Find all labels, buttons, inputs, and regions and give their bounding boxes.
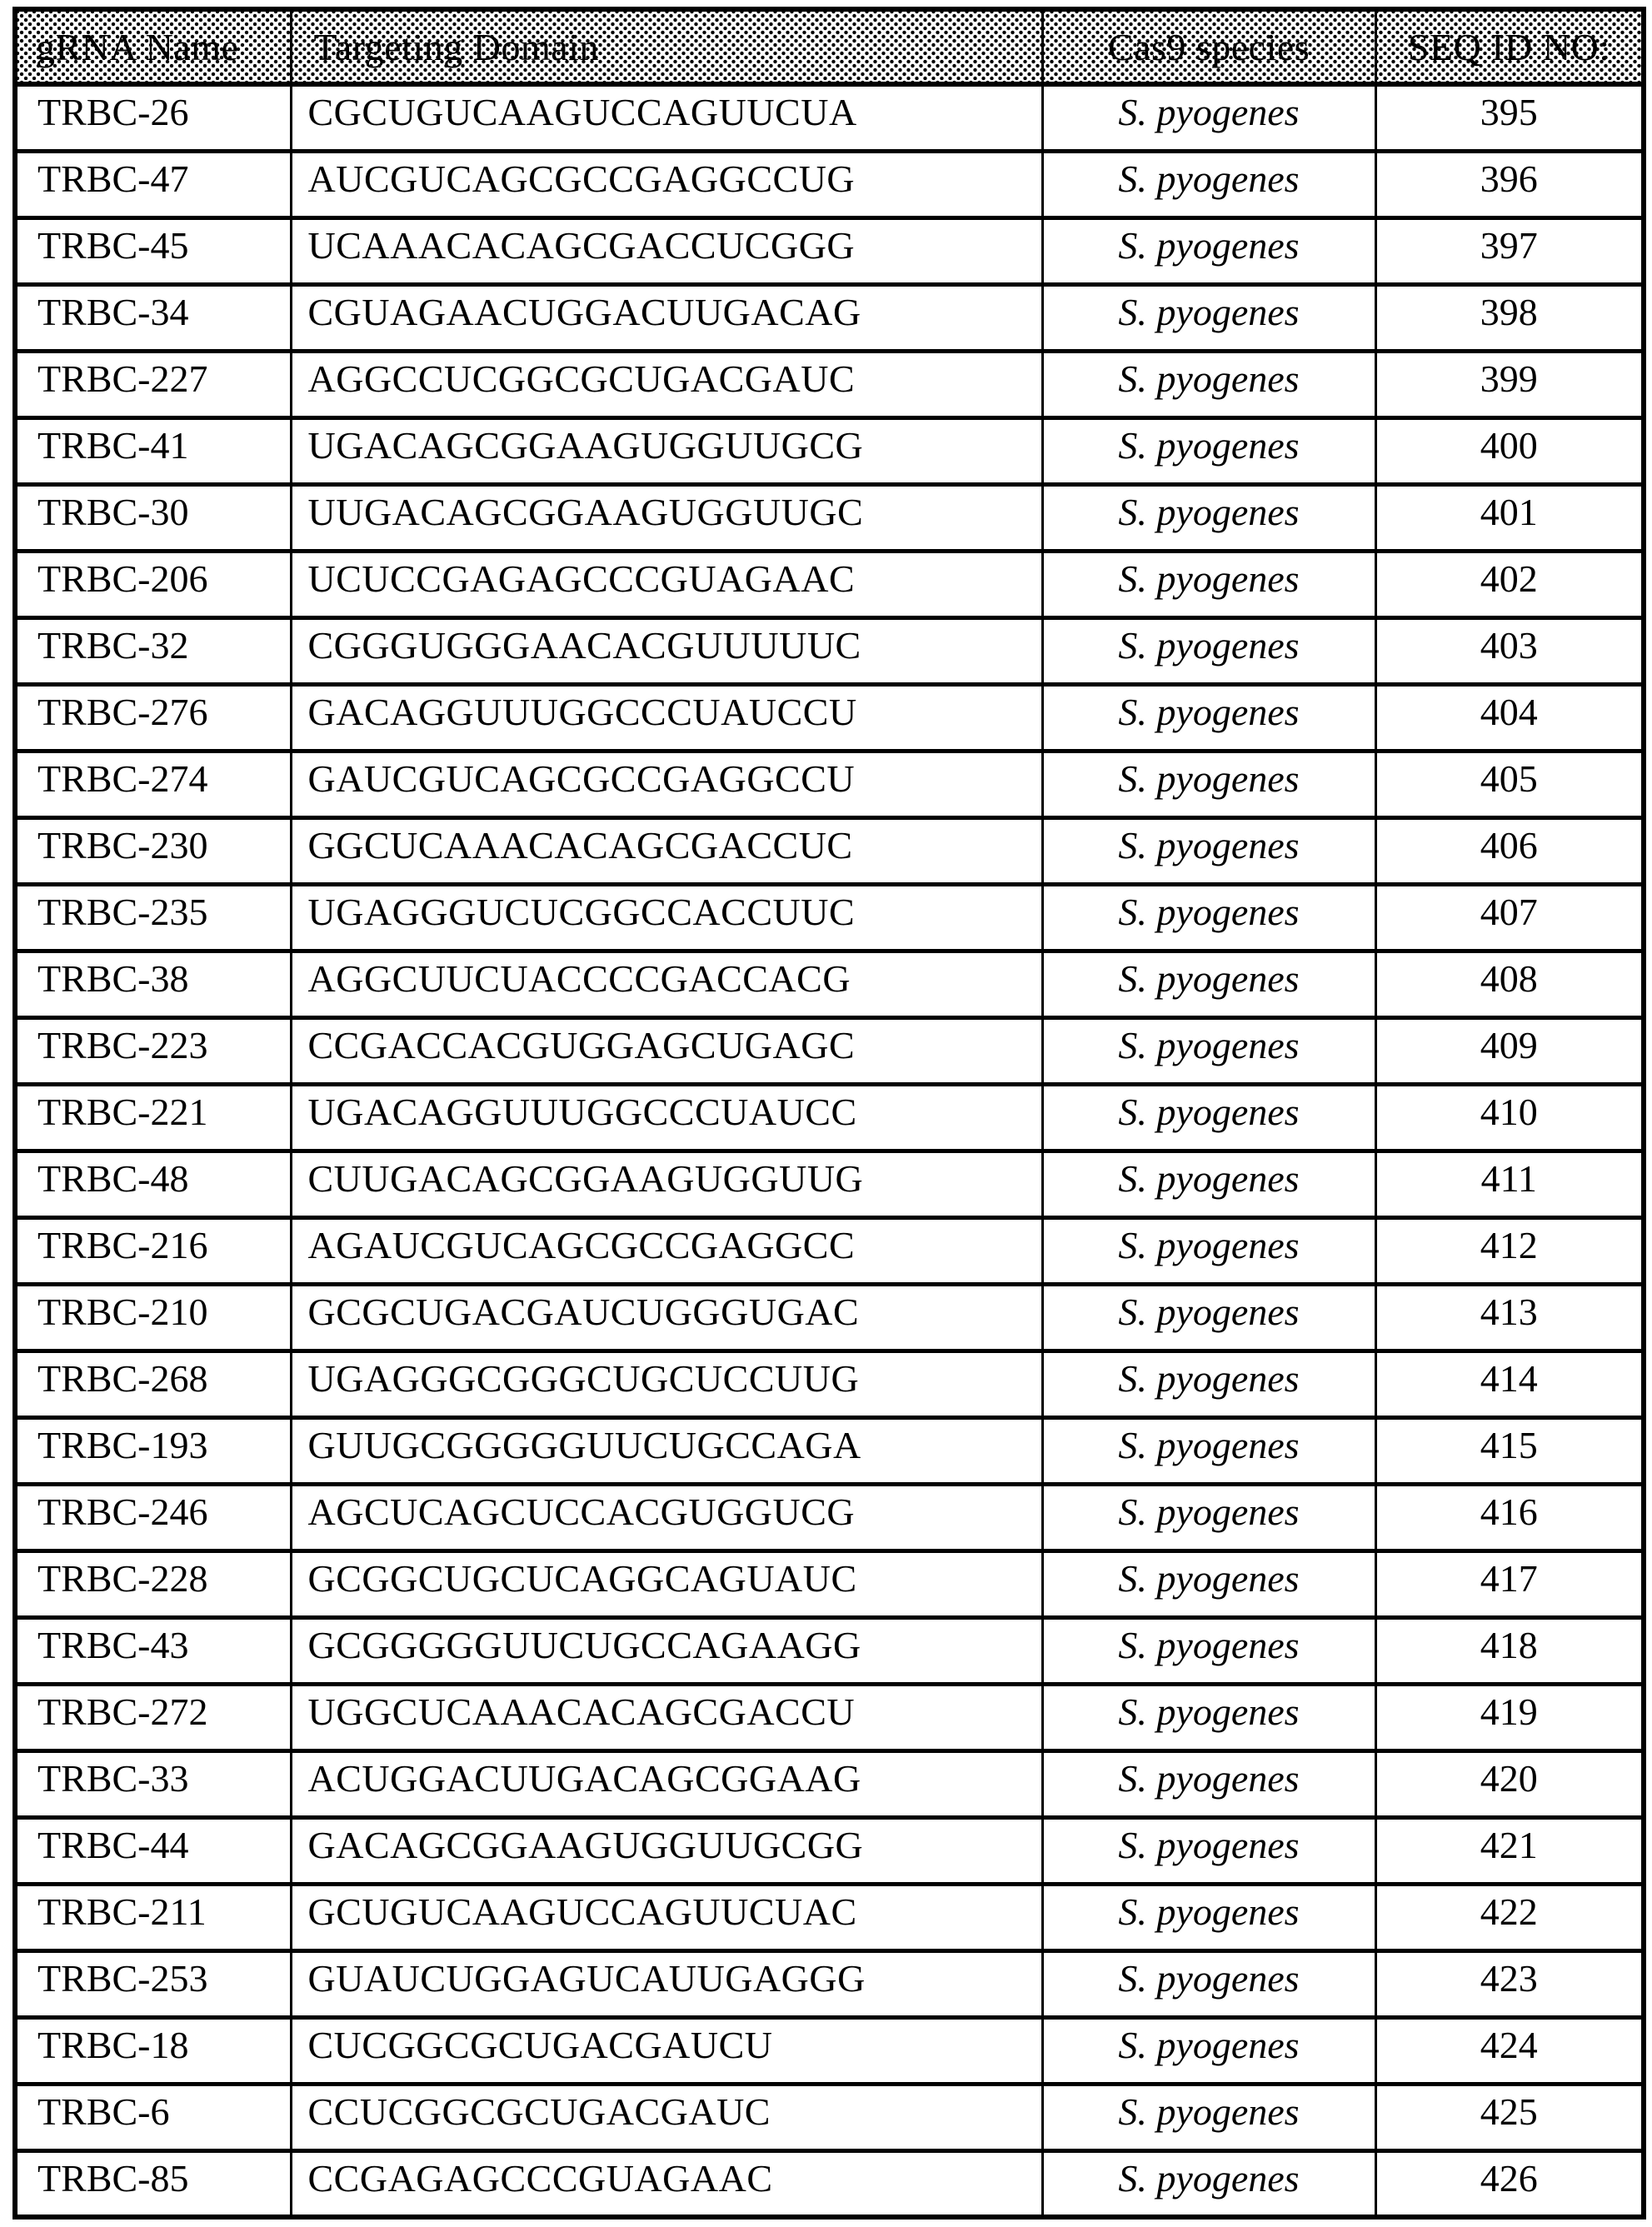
targeting-domain-cell: AGAUCGUCAGCGCCGAGGCC bbox=[291, 1217, 1042, 1284]
cas9-species-cell: S. pyogenes bbox=[1042, 1750, 1375, 1817]
seq-id-cell: 400 bbox=[1375, 417, 1644, 484]
targeting-domain-cell: GACAGCGGAAGUGGUUGCGG bbox=[291, 1817, 1042, 1884]
seq-id-cell: 396 bbox=[1375, 151, 1644, 217]
table-row bbox=[15, 2084, 1644, 2150]
grna-name-cell: TRBC-268 bbox=[15, 1351, 291, 1417]
grna-name-cell: TRBC-211 bbox=[15, 1884, 291, 1950]
targeting-domain-cell: GCGGGGGUUCUGCCAGAAGG bbox=[291, 1617, 1042, 1684]
table-row bbox=[15, 217, 1644, 284]
seq-id-cell: 420 bbox=[1375, 1750, 1644, 1817]
seq-id-cell: 415 bbox=[1375, 1417, 1644, 1484]
table-row bbox=[15, 1284, 1644, 1351]
seq-id-cell: 407 bbox=[1375, 884, 1644, 951]
grna-name-cell: TRBC-85 bbox=[15, 2150, 291, 2217]
cas9-species-cell: S. pyogenes bbox=[1042, 2017, 1375, 2084]
targeting-domain-cell: CCGAGAGCCCGUAGAAC bbox=[291, 2150, 1042, 2217]
targeting-domain-cell: AUCGUCAGCGCCGAGGCCUG bbox=[291, 151, 1042, 217]
cas9-species-cell: S. pyogenes bbox=[1042, 151, 1375, 217]
targeting-domain-cell: CUUGACAGCGGAAGUGGUUG bbox=[291, 1151, 1042, 1217]
grna-name-cell: TRBC-33 bbox=[15, 1750, 291, 1817]
cas9-species-cell: S. pyogenes bbox=[1042, 551, 1375, 617]
seq-id-cell: 402 bbox=[1375, 551, 1644, 617]
header-seq-id-no: SEQ ID NO: bbox=[1375, 9, 1644, 84]
grna-name-cell: TRBC-34 bbox=[15, 284, 291, 351]
cas9-species-cell: S. pyogenes bbox=[1042, 217, 1375, 284]
cas9-species-cell: S. pyogenes bbox=[1042, 884, 1375, 951]
seq-id-cell: 408 bbox=[1375, 951, 1644, 1017]
table-row bbox=[15, 2150, 1644, 2217]
seq-id-cell: 411 bbox=[1375, 1151, 1644, 1217]
grna-name-cell: TRBC-274 bbox=[15, 751, 291, 817]
grna-name-cell: TRBC-30 bbox=[15, 484, 291, 551]
targeting-domain-cell: GCUGUCAAGUCCAGUUCUAC bbox=[291, 1884, 1042, 1950]
targeting-domain-cell: CCUCGGCGCUGACGAUC bbox=[291, 2084, 1042, 2150]
seq-id-cell: 405 bbox=[1375, 751, 1644, 817]
cas9-species-cell: S. pyogenes bbox=[1042, 1950, 1375, 2017]
grna-name-cell: TRBC-221 bbox=[15, 1084, 291, 1151]
table-row bbox=[15, 484, 1644, 551]
targeting-domain-cell: AGGCCUCGGCGCUGACGAUC bbox=[291, 351, 1042, 417]
seq-id-cell: 414 bbox=[1375, 1351, 1644, 1417]
seq-id-cell: 416 bbox=[1375, 1484, 1644, 1550]
grna-name-cell: TRBC-216 bbox=[15, 1217, 291, 1284]
cas9-species-cell: S. pyogenes bbox=[1042, 1684, 1375, 1750]
targeting-domain-cell: GCGGCUGCUCAGGCAGUAUC bbox=[291, 1550, 1042, 1617]
cas9-species-cell: S. pyogenes bbox=[1042, 284, 1375, 351]
cas9-species-cell: S. pyogenes bbox=[1042, 951, 1375, 1017]
cas9-species-cell: S. pyogenes bbox=[1042, 1417, 1375, 1484]
grna-name-cell: TRBC-276 bbox=[15, 684, 291, 751]
grna-name-cell: TRBC-253 bbox=[15, 1950, 291, 2017]
targeting-domain-cell: UGAGGGUCUCGGCCACCUUC bbox=[291, 884, 1042, 951]
seq-id-cell: 398 bbox=[1375, 284, 1644, 351]
grna-name-cell: TRBC-48 bbox=[15, 1151, 291, 1217]
table-row bbox=[15, 1351, 1644, 1417]
table-body bbox=[15, 84, 1644, 2217]
grna-name-cell: TRBC-18 bbox=[15, 2017, 291, 2084]
targeting-domain-cell: GAUCGUCAGCGCCGAGGCCU bbox=[291, 751, 1042, 817]
grna-name-cell: TRBC-43 bbox=[15, 1617, 291, 1684]
header-targeting-domain: Targeting Domain bbox=[291, 9, 1042, 84]
seq-id-cell: 406 bbox=[1375, 817, 1644, 884]
seq-id-cell: 410 bbox=[1375, 1084, 1644, 1151]
table-row bbox=[15, 551, 1644, 617]
seq-id-cell: 401 bbox=[1375, 484, 1644, 551]
cas9-species-cell: S. pyogenes bbox=[1042, 1884, 1375, 1950]
grna-name-cell: TRBC-41 bbox=[15, 417, 291, 484]
seq-id-cell: 417 bbox=[1375, 1550, 1644, 1617]
seq-id-cell: 403 bbox=[1375, 617, 1644, 684]
grna-name-cell: TRBC-38 bbox=[15, 951, 291, 1017]
table-row bbox=[15, 1217, 1644, 1284]
grna-name-cell: TRBC-44 bbox=[15, 1817, 291, 1884]
targeting-domain-cell: CGGGUGGGAACACGUUUUUC bbox=[291, 617, 1042, 684]
targeting-domain-cell: GGCUCAAACACAGCGACCUC bbox=[291, 817, 1042, 884]
table-row bbox=[15, 84, 1644, 151]
grna-name-cell: TRBC-210 bbox=[15, 1284, 291, 1351]
table-row bbox=[15, 684, 1644, 751]
seq-id-cell: 397 bbox=[1375, 217, 1644, 284]
grna-table bbox=[12, 7, 1646, 2220]
cas9-species-cell: S. pyogenes bbox=[1042, 1084, 1375, 1151]
table-row bbox=[15, 1151, 1644, 1217]
cas9-species-cell: S. pyogenes bbox=[1042, 1550, 1375, 1617]
targeting-domain-cell: UCAAACACAGCGACCUCGGG bbox=[291, 217, 1042, 284]
grna-name-cell: TRBC-32 bbox=[15, 617, 291, 684]
seq-id-cell: 421 bbox=[1375, 1817, 1644, 1884]
seq-id-cell: 424 bbox=[1375, 2017, 1644, 2084]
cas9-species-cell: S. pyogenes bbox=[1042, 1351, 1375, 1417]
cas9-species-cell: S. pyogenes bbox=[1042, 1284, 1375, 1351]
grna-name-cell: TRBC-6 bbox=[15, 2084, 291, 2150]
header-cas9-species: Cas9 species bbox=[1042, 9, 1375, 84]
table-row bbox=[15, 1417, 1644, 1484]
grna-name-cell: TRBC-230 bbox=[15, 817, 291, 884]
seq-id-cell: 419 bbox=[1375, 1684, 1644, 1750]
table-row bbox=[15, 351, 1644, 417]
table-row bbox=[15, 1017, 1644, 1084]
targeting-domain-cell: UCUCCGAGAGCCCGUAGAAC bbox=[291, 551, 1042, 617]
targeting-domain-cell: CGUAGAACUGGACUUGACAG bbox=[291, 284, 1042, 351]
cas9-species-cell: S. pyogenes bbox=[1042, 617, 1375, 684]
table-row bbox=[15, 751, 1644, 817]
seq-id-cell: 413 bbox=[1375, 1284, 1644, 1351]
cas9-species-cell: S. pyogenes bbox=[1042, 2084, 1375, 2150]
seq-id-cell: 412 bbox=[1375, 1217, 1644, 1284]
targeting-domain-cell: AGGCUUCUACCCCGACCACG bbox=[291, 951, 1042, 1017]
table-row bbox=[15, 1750, 1644, 1817]
cas9-species-cell: S. pyogenes bbox=[1042, 84, 1375, 151]
grna-name-cell: TRBC-235 bbox=[15, 884, 291, 951]
grna-name-cell: TRBC-228 bbox=[15, 1550, 291, 1617]
seq-id-cell: 404 bbox=[1375, 684, 1644, 751]
grna-name-cell: TRBC-47 bbox=[15, 151, 291, 217]
cas9-species-cell: S. pyogenes bbox=[1042, 1817, 1375, 1884]
header-grna-name: gRNA Name bbox=[15, 9, 291, 84]
cas9-species-cell: S. pyogenes bbox=[1042, 1151, 1375, 1217]
targeting-domain-cell: GUAUCUGGAGUCAUUGAGGG bbox=[291, 1950, 1042, 2017]
table-row bbox=[15, 951, 1644, 1017]
grna-name-cell: TRBC-26 bbox=[15, 84, 291, 151]
targeting-domain-cell: CCGACCACGUGGAGCUGAGC bbox=[291, 1017, 1042, 1084]
targeting-domain-cell: UGGCUCAAACACAGCGACCU bbox=[291, 1684, 1042, 1750]
grna-name-cell: TRBC-206 bbox=[15, 551, 291, 617]
targeting-domain-cell: GUUGCGGGGGUUCUGCCAGA bbox=[291, 1417, 1042, 1484]
table-row bbox=[15, 151, 1644, 217]
seq-id-cell: 399 bbox=[1375, 351, 1644, 417]
cas9-species-cell: S. pyogenes bbox=[1042, 817, 1375, 884]
grna-name-cell: TRBC-246 bbox=[15, 1484, 291, 1550]
grna-name-cell: TRBC-227 bbox=[15, 351, 291, 417]
table-row bbox=[15, 2017, 1644, 2084]
seq-id-cell: 425 bbox=[1375, 2084, 1644, 2150]
table-row bbox=[15, 817, 1644, 884]
grna-name-cell: TRBC-223 bbox=[15, 1017, 291, 1084]
cas9-species-cell: S. pyogenes bbox=[1042, 1217, 1375, 1284]
targeting-domain-cell: UGAGGGCGGGCUGCUCCUUG bbox=[291, 1351, 1042, 1417]
grna-name-cell: TRBC-45 bbox=[15, 217, 291, 284]
targeting-domain-cell: CUCGGCGCUGACGAUCU bbox=[291, 2017, 1042, 2084]
targeting-domain-cell: UGACAGGUUUGGCCCUAUCC bbox=[291, 1084, 1042, 1151]
grna-name-cell: TRBC-272 bbox=[15, 1684, 291, 1750]
cas9-species-cell: S. pyogenes bbox=[1042, 684, 1375, 751]
table-row bbox=[15, 1950, 1644, 2017]
seq-id-cell: 395 bbox=[1375, 84, 1644, 151]
table-header-row bbox=[15, 9, 1644, 84]
cas9-species-cell: S. pyogenes bbox=[1042, 1484, 1375, 1550]
cas9-species-cell: S. pyogenes bbox=[1042, 751, 1375, 817]
cas9-species-cell: S. pyogenes bbox=[1042, 484, 1375, 551]
targeting-domain-cell: AGCUCAGCUCCACGUGGUCG bbox=[291, 1484, 1042, 1550]
table-row bbox=[15, 1084, 1644, 1151]
table-row bbox=[15, 1684, 1644, 1750]
seq-id-cell: 418 bbox=[1375, 1617, 1644, 1684]
targeting-domain-cell: GACAGGUUUGGCCCUAUCCU bbox=[291, 684, 1042, 751]
seq-id-cell: 423 bbox=[1375, 1950, 1644, 2017]
targeting-domain-cell: GCGCUGACGAUCUGGGUGAC bbox=[291, 1284, 1042, 1351]
targeting-domain-cell: UGACAGCGGAAGUGGUUGCG bbox=[291, 417, 1042, 484]
grna-name-cell: TRBC-193 bbox=[15, 1417, 291, 1484]
table-row bbox=[15, 1884, 1644, 1950]
cas9-species-cell: S. pyogenes bbox=[1042, 351, 1375, 417]
table-row bbox=[15, 617, 1644, 684]
table-row bbox=[15, 1550, 1644, 1617]
table-row bbox=[15, 1817, 1644, 1884]
cas9-species-cell: S. pyogenes bbox=[1042, 2150, 1375, 2217]
targeting-domain-cell: UUGACAGCGGAAGUGGUUGC bbox=[291, 484, 1042, 551]
table-row bbox=[15, 417, 1644, 484]
table-row bbox=[15, 1617, 1644, 1684]
targeting-domain-cell: CGCUGUCAAGUCCAGUUCUA bbox=[291, 84, 1042, 151]
seq-id-cell: 426 bbox=[1375, 2150, 1644, 2217]
table-row bbox=[15, 1484, 1644, 1550]
seq-id-cell: 409 bbox=[1375, 1017, 1644, 1084]
seq-id-cell: 422 bbox=[1375, 1884, 1644, 1950]
table-row bbox=[15, 884, 1644, 951]
targeting-domain-cell: ACUGGACUUGACAGCGGAAG bbox=[291, 1750, 1042, 1817]
table-row bbox=[15, 284, 1644, 351]
cas9-species-cell: S. pyogenes bbox=[1042, 1017, 1375, 1084]
cas9-species-cell: S. pyogenes bbox=[1042, 417, 1375, 484]
cas9-species-cell: S. pyogenes bbox=[1042, 1617, 1375, 1684]
